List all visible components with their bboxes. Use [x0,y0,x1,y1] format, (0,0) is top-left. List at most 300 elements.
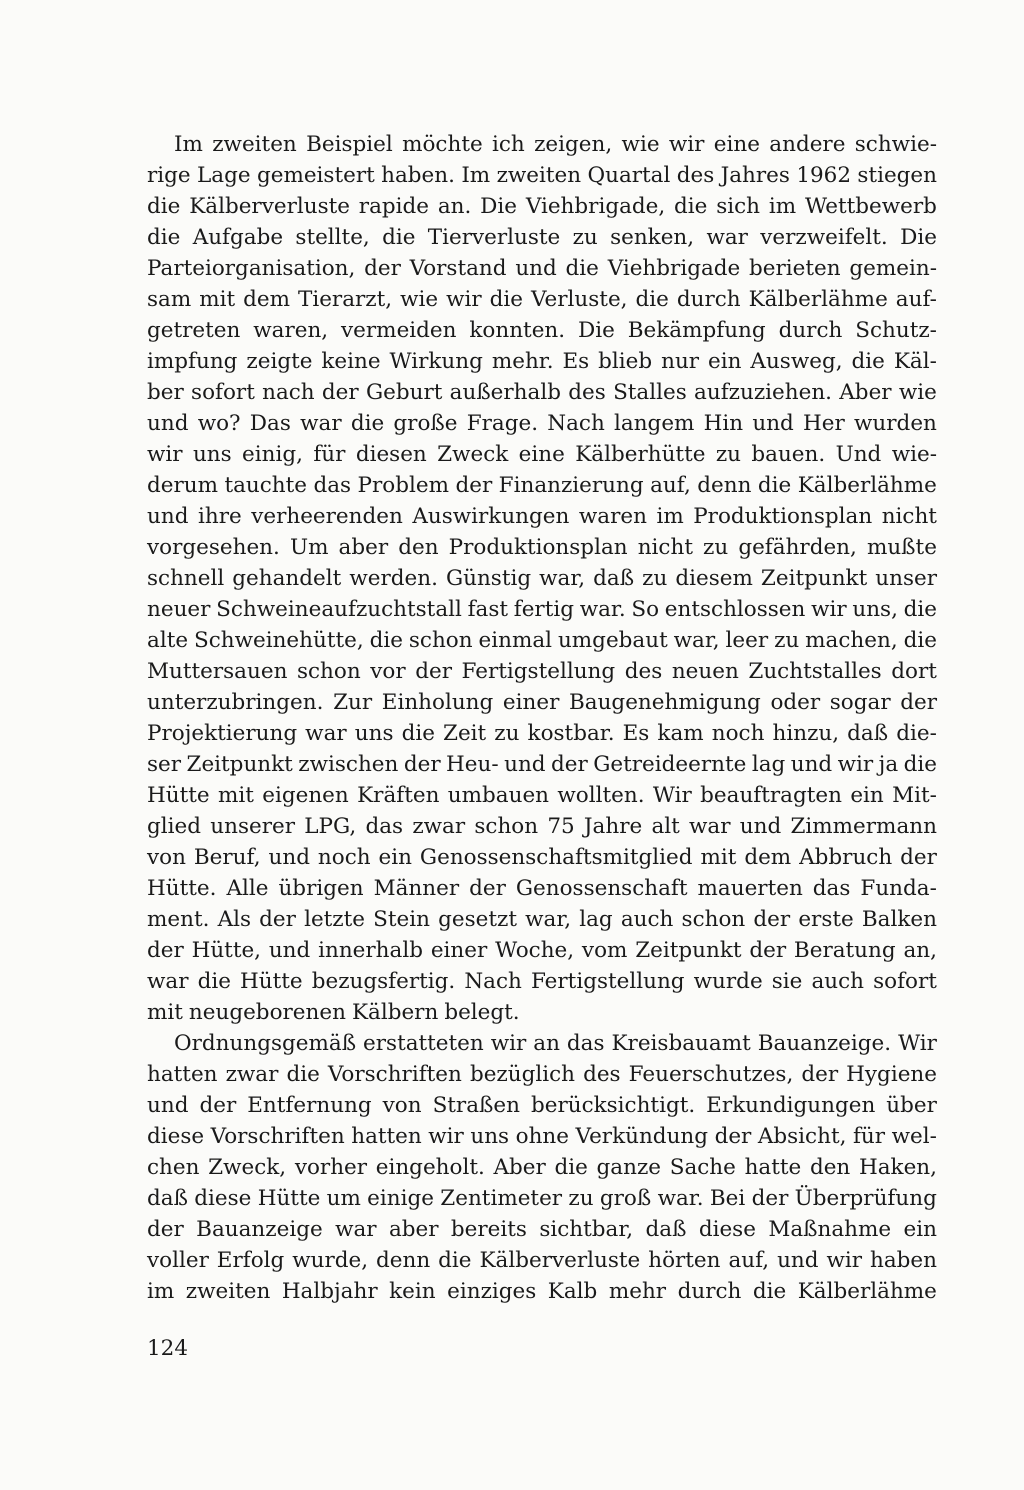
word: Einholung [381,690,494,715]
word: sichtbar, [539,1217,634,1242]
word: Die [578,318,615,343]
word: auch [811,969,865,994]
word: Beruf, [193,845,261,870]
word: schon [474,814,539,839]
word: vor [370,659,406,684]
word: unserer [210,814,295,839]
word: die [350,411,385,436]
text-line [147,997,937,1028]
word: der [455,473,493,498]
word: war [300,411,342,436]
word: der [714,1124,752,1149]
word: nur [661,349,700,374]
word: ja [878,752,899,777]
word: Kalb [547,1279,598,1304]
text-line [147,222,937,253]
word: war [147,969,189,994]
word: Schutz- [855,318,937,343]
word: werden. [349,566,438,591]
word: neugeborenen [188,1000,346,1025]
word: gemeistert [256,163,375,188]
word: der [199,1093,237,1118]
word: wurde, [292,1248,369,1273]
word: der [403,752,441,777]
word: Stalles [613,380,687,405]
word: die [286,1062,320,1087]
word: zu [642,566,668,591]
word: wir [668,132,705,157]
word: war [689,814,731,839]
word: Tierarzt, [297,287,393,312]
word: Finanzierung [498,473,644,498]
word: diese [147,1124,205,1149]
word: stellte, [295,225,370,250]
word: einige [367,1186,434,1211]
text-line [147,811,937,842]
word: Kälbern [351,1000,439,1025]
word: die [382,225,416,250]
word: die [757,473,792,498]
word: außerhalb [449,380,561,405]
word: Beispiel [306,132,393,157]
word: wir [490,1031,527,1056]
word: zwar [412,814,466,839]
word: sogar [829,690,891,715]
word: eine [713,132,760,157]
word: gehandelt [232,566,342,591]
word: Kreisbauamt [611,1031,751,1056]
word: getreten [147,318,241,343]
word: sam [147,287,192,312]
text-line [147,966,937,997]
word: noch [317,845,371,870]
word: rige [147,163,191,188]
word: Günstig [445,566,532,591]
text-line [147,532,937,563]
word: Kälberverluste [189,194,350,219]
word: Projektierung [147,721,298,746]
word: Zeitpunkt [635,938,742,963]
word: Baugenehmigung [568,690,761,715]
word: Wir [652,783,692,808]
word: wie [400,287,439,312]
word: 75 [547,814,575,839]
word: die [554,1155,588,1180]
word: den [809,1155,851,1180]
word: mit [217,783,254,808]
word: auf, [650,473,691,498]
word: Es [622,721,650,746]
word: schon [681,907,746,932]
word: Und [835,442,882,467]
word: Kälberlähme [797,473,937,498]
word: waren [578,504,647,529]
word: im [768,194,797,219]
word: eine [518,442,565,467]
word: groß [599,1186,652,1211]
word: wie [898,380,937,405]
word: Fertigstellung [530,969,685,994]
text-line [147,1028,937,1059]
word: Hin [703,411,744,436]
word: und [147,504,189,529]
word: hatte [744,1155,802,1180]
word: hörten [648,1248,721,1273]
word: vom [581,938,628,963]
word: LPG, [304,814,357,839]
word: Im [174,132,203,157]
word: Maßnahme [768,1217,892,1242]
word: entschlossen [664,597,806,622]
text-line [147,1276,937,1307]
word: denn [376,1248,431,1273]
word: und [268,845,310,870]
word: nicht [637,535,693,560]
word: das [566,1031,605,1056]
word: Zweck [437,442,509,467]
word: blieb [598,349,653,374]
word: eingeholt. [375,1155,485,1180]
word: Ausweg, [750,349,843,374]
text-line [147,842,937,873]
word: wel- [891,1124,937,1149]
word: Kräften [357,783,440,808]
word: der [900,690,937,715]
word: wie- [891,442,937,467]
word: Beratung [793,938,896,963]
word: daß [147,1186,188,1211]
word: hatten [147,1062,218,1087]
word: Straßen [432,1093,520,1118]
word: wir [446,287,482,312]
text-line [147,346,937,377]
word: bauen. [751,442,826,467]
word: Als [217,907,252,932]
word: war [706,225,748,250]
word: war [335,1217,377,1242]
word: der [551,752,588,777]
word: umgebaut [557,628,668,653]
word: Erkundigungen [706,1093,876,1118]
word: der [751,1186,789,1211]
text-line [147,594,937,625]
word: der [147,1217,184,1242]
word: stiegen [857,163,937,188]
word: des [676,163,715,188]
word: belegt. [444,1000,520,1025]
word: die [147,225,181,250]
word: Ordnungsgemäß [174,1031,357,1056]
word: Vorschriften [210,1124,345,1149]
word: Her [803,411,845,436]
word: an. [437,194,472,219]
word: lag [579,907,613,932]
text-line [147,687,937,718]
word: wir [837,752,874,777]
word: wir [147,442,183,467]
text-line [147,253,937,284]
word: Frage. [466,411,539,436]
word: uns [354,721,394,746]
word: Feuerschutzes, [628,1062,794,1087]
word: Abbruch [799,845,893,870]
text-line [147,191,937,222]
word: Produktionsplan [448,535,628,560]
word: Fertigstellung [461,659,616,684]
word: erstatteten [363,1031,484,1056]
word: die- [896,721,937,746]
text-line [147,656,937,687]
word: war, [673,628,720,653]
word: hinzu, [772,721,840,746]
word: Stein [373,907,430,932]
word: ein [903,1217,937,1242]
text-line [147,160,937,191]
word: Problem [357,473,449,498]
word: Haken, [858,1155,937,1180]
word: des [583,1062,621,1087]
word: voller [147,1248,209,1273]
word: vorgesehen. [147,535,280,560]
word: Aber [839,380,892,405]
word: der [900,845,937,870]
word: ich [492,132,525,157]
word: nicht [881,504,937,529]
text-line [147,625,937,656]
word: hatten [351,1124,422,1149]
word: zeigen, [534,132,613,157]
word: neuer [147,597,211,622]
word: kam [657,721,704,746]
word: möchte [402,132,483,157]
word: berieten [749,256,841,281]
word: Nach [547,411,605,436]
word: die [903,628,937,653]
word: Parteiorganisation, [147,256,356,281]
word: chen [147,1155,200,1180]
word: einziges [447,1279,537,1304]
word: bezüglich [469,1062,576,1087]
word: die [369,628,403,653]
word: Bauanzeige. [757,1031,892,1056]
word: war. [579,597,626,622]
word: Hütte. [147,876,217,901]
word: Wirkung [389,349,483,374]
word: diesem [675,566,753,591]
word: schnell [147,566,225,591]
text-line [147,1183,937,1214]
word: aufzuziehen. [694,380,833,405]
word: und [739,814,782,839]
word: Das [249,411,291,436]
word: Geburt [365,380,443,405]
word: schon [408,628,473,653]
word: die [851,349,885,374]
word: zu [572,225,598,250]
text-line [147,780,937,811]
word: der [259,907,296,932]
word: ein [378,845,412,870]
word: vermeiden [341,318,457,343]
word: Viehbrigade [607,256,741,281]
word: kostbar. [527,721,615,746]
text-line [147,1121,937,1152]
word: bezugsfertig. [311,969,456,994]
word: dem [744,845,792,870]
word: Es [562,349,590,374]
word: Aber [493,1155,546,1180]
word: Aufgabe [192,225,284,250]
text-line [147,1214,937,1245]
word: Zeitpunkt [186,752,293,777]
word: im [656,504,684,529]
word: leer [725,628,769,653]
word: Bei [709,1186,746,1211]
word: unterzubringen. [147,690,324,715]
word: zwischen [298,752,399,777]
word: einig, [242,442,303,467]
word: übrigen [278,876,364,901]
word: denn [697,473,752,498]
text-line [147,408,937,439]
word: ser [147,752,182,777]
word: bereits [450,1217,527,1242]
word: Kälberhütte [575,442,706,467]
word: der [364,256,401,281]
text-line [147,284,937,315]
word: an [533,1031,560,1056]
word: Funda- [860,876,937,901]
word: mehr [608,1279,667,1304]
word: dort [891,659,937,684]
text-line [147,315,937,346]
word: das [812,876,851,901]
word: letzte [304,907,365,932]
word: Die [900,225,937,250]
word: Hütte, [191,938,262,963]
word: des [624,659,663,684]
word: schon [296,659,361,684]
word: zu [703,535,729,560]
body-text [147,129,937,1307]
word: um [326,1186,361,1211]
word: ment. [147,907,210,932]
word: die [752,1279,787,1304]
word: aber [388,1217,439,1242]
word: mehr. [491,349,554,374]
word: fertig [513,597,574,622]
word: war [305,721,347,746]
word: auf- [895,287,937,312]
word: Tierverluste [427,225,561,250]
word: Lage [197,163,251,188]
word: einer [502,690,560,715]
word: war, [539,566,586,591]
word: impfung [147,349,238,374]
word: Verluste, [531,287,628,312]
word: Zimmermann [790,814,937,839]
word: Hütte [240,969,303,994]
text-line [147,935,937,966]
text-line [147,1059,937,1090]
word: die [401,721,435,746]
word: den [398,535,439,560]
word: ohne [515,1124,569,1149]
word: Balken [861,907,937,932]
word: aber [338,535,389,560]
word: So [631,597,660,622]
word: große [393,411,458,436]
word: mit [147,1000,183,1025]
word: Verkündung [575,1124,709,1149]
word: nach [262,380,315,405]
word: ein [850,783,884,808]
word: Mit- [892,783,937,808]
word: zwar [225,1062,279,1087]
word: für [852,1124,886,1149]
word: zu [494,721,520,746]
word: für [313,442,346,467]
word: zu [774,628,800,653]
word: und [147,411,189,436]
word: wir [811,597,847,622]
word: und [268,938,311,963]
word: Sache [669,1155,736,1180]
text-line [147,1090,937,1121]
word: Viehbrigade, [525,194,666,219]
word: der [469,876,506,901]
word: senken, [610,225,695,250]
word: Quartal [587,163,671,188]
word: die [438,1248,472,1273]
word: die [197,969,231,994]
word: kein [389,1279,436,1304]
word: der [147,938,184,963]
word: Auswirkungen [412,504,570,529]
word: machen, [805,628,898,653]
word: einmal [478,628,553,653]
word: wir [826,1248,863,1273]
word: zweiten [212,132,297,157]
word: uns, [852,597,898,622]
word: daß [847,721,889,746]
word: daß [593,566,635,591]
word: einer [430,938,488,963]
word: Produktionsplan [693,504,873,529]
word: diese [698,1217,756,1242]
word: wurde [693,969,763,994]
word: an, [903,938,937,963]
word: dem [243,287,290,312]
word: ganze [596,1155,662,1180]
word: und [515,256,557,281]
word: Käl- [893,349,937,374]
word: die [674,194,708,219]
word: mit [199,287,236,312]
word: Heu- [446,752,499,777]
word: Zuchtstalles [748,659,882,684]
word: verheerenden [251,504,403,529]
word: Schweineaufzuchtstall [216,597,462,622]
word: andere [769,132,846,157]
word: waren, [253,318,329,343]
word: auf, [728,1248,770,1273]
word: oder [770,690,821,715]
text-line [147,873,937,904]
word: Jahres [720,163,790,188]
word: umbauen [447,783,550,808]
word: Schweinehütte, [193,628,364,653]
